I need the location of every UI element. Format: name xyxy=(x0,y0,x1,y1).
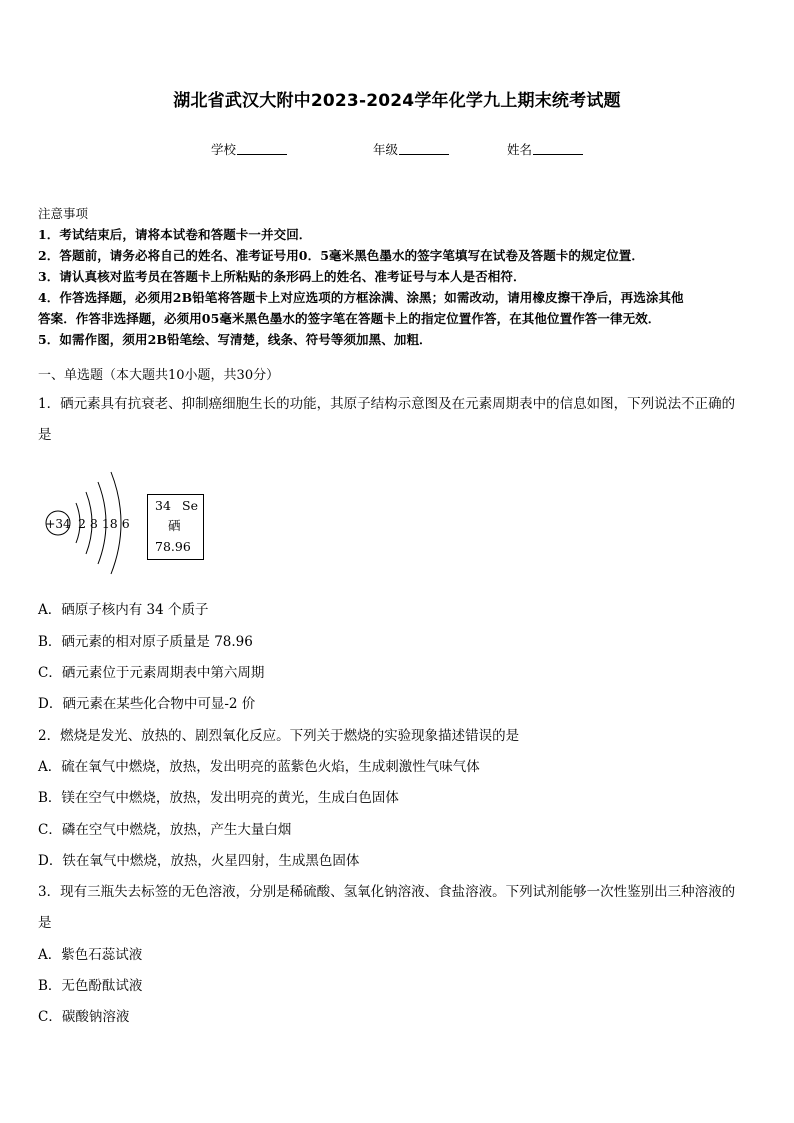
question-2-stem: 2．燃烧是发光、放热的、剧烈氧化反应。下列关于燃烧的实验现象描述错误的是 xyxy=(38,728,520,744)
grade-field xyxy=(373,140,449,158)
note-item: 1．考试结束后，请将本试卷和答题卡一并交回． xyxy=(38,227,312,242)
notes-heading: 注意事项 xyxy=(38,206,89,221)
electron-counts: 2 8 18 6 xyxy=(78,516,130,531)
question-3-option-a: A．紫色石蕊试液 xyxy=(38,947,143,963)
question-1-stem: 1．硒元素具有抗衰老、抑制癌细胞生长的功能，其原子结构示意图及在元素周期表中的信息如图，下列说法不正确的 xyxy=(38,396,736,412)
section-heading: 一、单选题（本大题共10小题，共30分） xyxy=(38,368,280,383)
question-1-option-a: A．硒原子核内有 34 个质子 xyxy=(38,602,209,618)
school-label: 学校 xyxy=(211,142,237,157)
question-1-option-b: B．硒元素的相对原子质量是 78.96 xyxy=(38,634,253,650)
name-blank xyxy=(533,142,583,155)
question-1-option-c: C．硒元素位于元素周期表中第六周期 xyxy=(38,665,265,681)
student-info-row xyxy=(0,140,794,160)
atomic-number: 34 xyxy=(155,498,171,513)
page-title: 湖北省武汉大附中2023-2024学年化学九上期末统考试题 xyxy=(173,91,621,111)
question-2-option-c: C．磷在空气中燃烧，放热，产生大量白烟 xyxy=(38,822,292,838)
question-2-option-b: B．镁在空气中燃烧，放热，发出明亮的黄光，生成白色固体 xyxy=(38,790,399,806)
notes-block xyxy=(38,203,758,350)
question-2-option-a: A．硫在氧气中燃烧，放热，发出明亮的蓝紫色火焰，生成刺激性气味气体 xyxy=(38,759,480,775)
note-item: 2．答题前，请务必将自己的姓名、准考证号用0．5毫米黑色墨水的签字笔填写在试卷及答题卡的规定位置． xyxy=(38,248,644,263)
question-1-option-d: D．硒元素在某些化合物中可显-2 价 xyxy=(38,696,256,712)
nucleus-charge: +34 xyxy=(45,517,71,531)
element-name: 硒 xyxy=(168,518,181,533)
element-symbol: Se xyxy=(182,498,198,513)
school-field xyxy=(211,140,287,158)
note-item: 3．请认真核对监考员在答题卡上所粘贴的条形码上的姓名、准考证号与本人是否相符． xyxy=(38,269,526,284)
question-3-stem: 3．现有三瓶失去标签的无色溶液，分别是稀硫酸、氢氧化钠溶液、食盐溶液。下列试剂能够一次性鉴别出三种溶液的 xyxy=(38,884,736,900)
name-label: 姓名 xyxy=(507,142,533,157)
grade-blank xyxy=(399,142,449,155)
question-3-stem-continued: 是 xyxy=(38,915,52,931)
grade-label: 年级 xyxy=(373,142,399,157)
question-3-option-b: B．无色酚酞试液 xyxy=(38,978,143,994)
note-item: 5．如需作图，须用2B铅笔绘、写清楚，线条、符号等须加黑、加粗． xyxy=(38,332,432,347)
periodic-table-cell xyxy=(147,494,204,560)
note-item: 4．作答选择题，必须用2B铅笔将答题卡上对应选项的方框涂满、涂黑；如需改动，请用橡皮擦干净后，再选涂其他 xyxy=(38,290,684,305)
question-2-option-d: D．铁在氧气中燃烧，放热，火星四射，生成黑色固体 xyxy=(38,853,360,869)
school-blank xyxy=(237,142,287,155)
question-3-option-c: C．碳酸钠溶液 xyxy=(38,1009,130,1025)
atomic-mass: 78.96 xyxy=(155,539,191,554)
note-item-continued: 答案．作答非选择题，必须用05毫米黑色墨水的签字笔在答题卡上的指定位置作答，在其他位置作答一律无效． xyxy=(38,311,661,326)
question-1-stem-continued: 是 xyxy=(38,427,52,443)
name-field xyxy=(507,140,583,158)
